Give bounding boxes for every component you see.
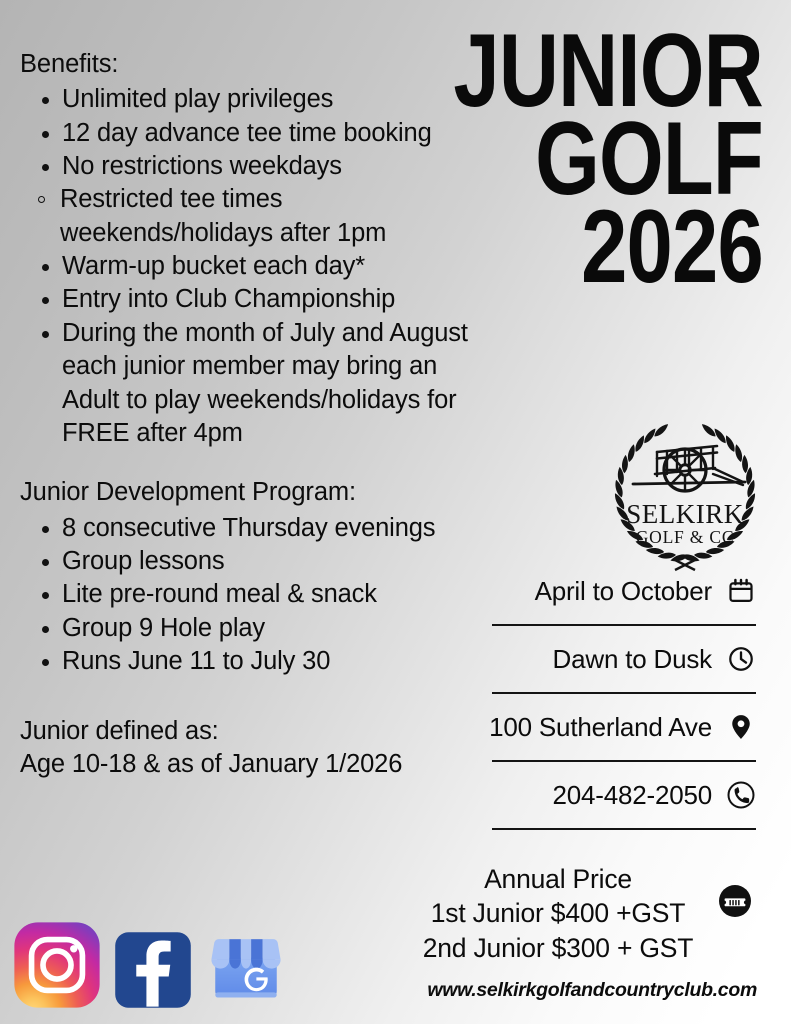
info-row-season bbox=[488, 568, 756, 614]
program-list bbox=[20, 512, 490, 679]
calendar-icon bbox=[726, 576, 756, 606]
list-item: 12 day advance tee time booking bbox=[20, 117, 490, 150]
list-item: Warm-up bucket each day* bbox=[20, 250, 490, 283]
logo-subtitle: GOLF & CC bbox=[635, 527, 735, 547]
list-item: Group 9 Hole play bbox=[20, 612, 490, 645]
list-item: Entry into Club Championship bbox=[20, 283, 490, 316]
info-row-address bbox=[488, 704, 756, 750]
list-item: Lite pre-round meal & snack bbox=[20, 578, 490, 611]
divider bbox=[492, 624, 756, 626]
program-heading: Junior Development Program: bbox=[20, 478, 357, 507]
info-row-phone bbox=[488, 772, 756, 818]
info-rows bbox=[488, 568, 756, 840]
list-item: Runs June 11 to July 30 bbox=[20, 645, 490, 678]
junior-definition-line2: Age 10-18 & as of January 1/2026 bbox=[20, 750, 403, 779]
google-business-icon[interactable] bbox=[205, 927, 287, 1014]
instagram-icon[interactable] bbox=[13, 921, 101, 1014]
title-line-year: 2026 bbox=[581, 188, 763, 305]
info-text: April to October bbox=[534, 575, 712, 606]
divider bbox=[492, 828, 756, 830]
price-heading: Annual Price bbox=[484, 864, 632, 894]
ticket-icon bbox=[718, 884, 752, 918]
list-item: 8 consecutive Thursday evenings bbox=[20, 512, 490, 545]
logo-name: SELKIRK bbox=[626, 499, 744, 529]
red-river-cart-icon bbox=[633, 446, 745, 491]
social-links bbox=[13, 921, 287, 1014]
list-item: Group lessons bbox=[20, 545, 490, 578]
info-text: 100 Sutherland Ave bbox=[489, 711, 712, 742]
page-title bbox=[376, 13, 763, 305]
list-item: During the month of July and August each junior member may bring an Adult to play weekends/holidays for FREE after 4pm bbox=[20, 317, 490, 451]
spacer bbox=[20, 450, 490, 476]
junior-definition-line1: Junior defined as: bbox=[20, 716, 219, 745]
benefits-heading: Benefits: bbox=[20, 50, 119, 78]
spacer bbox=[20, 679, 490, 715]
title-line-junior: JUNIOR bbox=[453, 13, 763, 129]
divider bbox=[492, 692, 756, 694]
price-first-junior: 1st Junior $400 +GST bbox=[430, 898, 686, 929]
facebook-icon[interactable] bbox=[114, 931, 192, 1014]
info-row-hours bbox=[488, 636, 756, 682]
info-text: Dawn to Dusk bbox=[552, 643, 712, 674]
title-line-golf: GOLF bbox=[535, 100, 763, 217]
clock-icon bbox=[726, 644, 756, 674]
price-block bbox=[405, 862, 711, 965]
info-text: 204-482-2050 bbox=[552, 779, 712, 810]
map-pin-icon bbox=[726, 712, 756, 742]
website-url[interactable]: www.selkirkgolfandcountryclub.com bbox=[427, 979, 757, 1001]
divider bbox=[492, 760, 756, 762]
list-item: Unlimited play privileges bbox=[20, 83, 490, 116]
list-item: Restricted tee times weekends/holidays after 1pm bbox=[20, 183, 490, 250]
phone-icon bbox=[726, 780, 756, 810]
club-logo bbox=[597, 412, 773, 574]
price-second-junior: 2nd Junior $300 + GST bbox=[422, 932, 694, 963]
list-item: No restrictions weekdays bbox=[20, 150, 490, 183]
